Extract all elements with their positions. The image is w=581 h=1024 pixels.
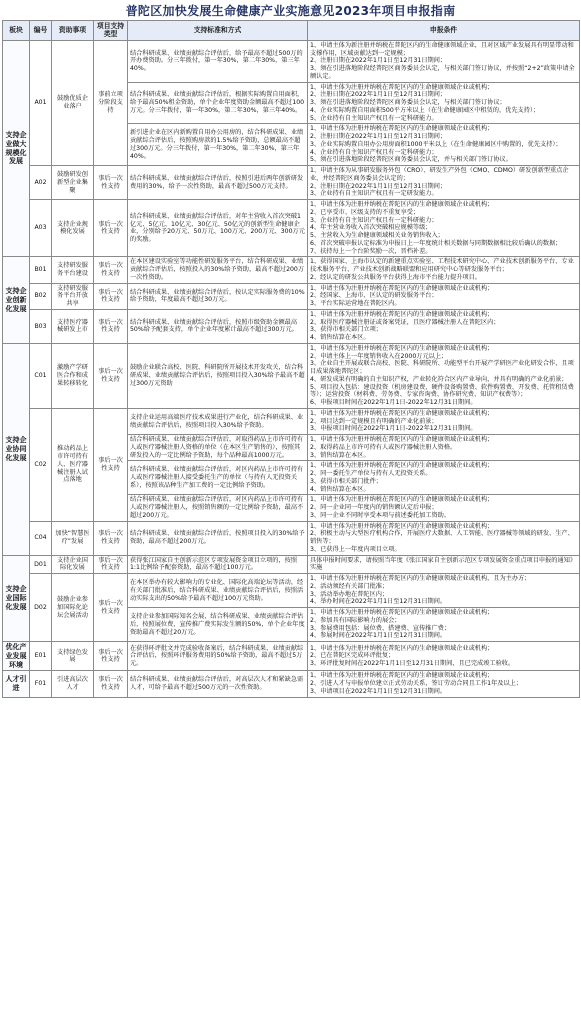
code-cell: A02 bbox=[30, 166, 52, 200]
table-row bbox=[3, 574, 580, 608]
condition-line: 2、注册日期在2022年1月1日至12月31日期间； bbox=[310, 91, 447, 99]
condition-line: 1、申请主体为注册并纳税在普陀区内的生命健康领域企业或机构； bbox=[310, 284, 494, 292]
conditions-cell bbox=[308, 521, 580, 555]
type-cell: 事后一次性支持 bbox=[94, 574, 128, 642]
code-cell: C01 bbox=[30, 343, 52, 408]
type-cell: 事后一次性支持 bbox=[94, 555, 128, 574]
condition-line: 2、已享受市、区级支持的不重复享受； bbox=[310, 208, 420, 216]
condition-line: 2、取得药品上市许可持有人或医疗器械注册人资格。 bbox=[310, 443, 457, 451]
table-row bbox=[3, 555, 580, 574]
conditions-cell bbox=[308, 608, 580, 642]
page-title: 普陀区加快发展生命健康产业实施意见2023年项目申报指南 bbox=[125, 4, 456, 18]
condition-line: 1、申请主体为注册并纳税在普陀区内的生命健康领域企业或机构； bbox=[310, 409, 494, 417]
standard-cell: 支持企业运用高端医疗技术成果进行产业化，结合科研成果、业绩贡献综合评估后，按照项目投入30%给予资助。 bbox=[128, 408, 308, 434]
conditions-cell bbox=[308, 408, 580, 434]
condition-line: 3、企业持有自主知识产权且有一定研发能力。 bbox=[310, 190, 438, 198]
condition-line: 4、企业实际购置自用面积500平方米以上（在生命健康园区中租赁的，优先支持）； bbox=[310, 106, 540, 114]
table-row bbox=[3, 671, 580, 697]
standard-cell: 结合科研成果、业绩贡献综合评估后，根据实际购置自用面积，给予最高50%租金资助，单个企业年度资助金额最高不超过100万元。分三年拨付，第一年30%，第二年30%，第三年40%。 bbox=[128, 82, 308, 124]
standard-cell: 结合科研成果、业绩贡献综合评估后，给予最高不超过500万的开办费资助。分三年拨付，第一年30%，第二年30%，第三年40%。 bbox=[128, 40, 308, 82]
condition-line: 2、同一企业同一年度内的销售额认定后申报； bbox=[310, 504, 438, 512]
type-cell: 事后一次性支持 bbox=[94, 166, 128, 200]
item-cell: 支持研发服务平台开放共享 bbox=[52, 283, 94, 309]
condition-line: 1、申请主体为注册并纳税在普陀区内的生命健康领域企业或机构； bbox=[310, 644, 494, 652]
table-row bbox=[3, 408, 580, 434]
condition-line: 1、申请主体为注册并纳税在普陀区内的生命健康领域企业或机构，且为主办方； bbox=[310, 575, 531, 583]
item-cell: 推动药品上市许可持有人、医疗器械注册人试点落地 bbox=[52, 408, 94, 521]
conditions-cell bbox=[308, 642, 580, 671]
standard-cell: 结合科研成果、业绩贡献综合评估后，对取得药品上市许可持有人或医疗器械注册人资格的单位（在本区生产销售的），按照其研发投入的一定比例给予资助，每个品种最高1000万元。 bbox=[128, 435, 308, 461]
conditions-cell bbox=[308, 574, 580, 608]
condition-line: 3、企业实际购置自用办公用房面积1000平米以上（在生命健康园区中购置的，优先支持）； bbox=[310, 140, 562, 148]
conditions-cell bbox=[308, 200, 580, 257]
condition-line: 1、获得国家、上海市认定的新建重点实验室、工程技术研究中心、产业技术创新服务平台、专业技术服务平台、产业技术创新战略联盟和应用研究中心等研发服务平台； bbox=[310, 258, 574, 274]
table-row bbox=[3, 257, 580, 283]
condition-line: 1、申请主体为注册并纳税在普陀区内的生命健康领域企业或机构； bbox=[310, 522, 494, 530]
standard-cell: 新引进企业在区内新购置自用办公用房的，结合科研成果、业绩贡献综合评估后，按照购房款的1.5%给予资助，总额最高不超过300万元。分三年拨付，第一年30%，第二年30%，第三年40%。 bbox=[128, 124, 308, 166]
conditions-cell bbox=[308, 166, 580, 200]
type-cell: 事后一次性支持 bbox=[94, 521, 128, 555]
condition-line: 1、申请主体为注册并纳税在普陀区内的生命健康领域企业或机构； bbox=[310, 125, 494, 133]
condition-line: 2、引进人才与申报单位建立正式劳动关系，签订劳动合同且工作1年及以上； bbox=[310, 680, 523, 688]
condition-line: 2、积极主动与大型医疗机构合作，开展医疗大数据、人工智能、医疗器械等领域的研发、生产、销售等； bbox=[310, 530, 574, 546]
condition-line: 2、活动须经有关部门批准； bbox=[310, 582, 389, 590]
condition-line: 5、主营收入为生命健康领域相关业务销售收入； bbox=[310, 232, 444, 240]
type-cell: 事后一次性支持 bbox=[94, 283, 128, 309]
condition-line: 4、销售结算在本区。 bbox=[310, 334, 370, 342]
header-block: 板块 bbox=[3, 21, 30, 41]
code-cell: B01 bbox=[30, 257, 52, 283]
type-cell: 事后一次性支持 bbox=[94, 309, 128, 343]
standard-cell: 结合科研成果、业绩贡献综合评估后，按照引进后两年创新研发费用的30%，给予一次性资助，最高不超过500万元支持。 bbox=[128, 166, 308, 200]
header-type: 项目支持类型 bbox=[94, 21, 128, 41]
condition-line: 3、平台实际运营地在普陀区内。 bbox=[310, 300, 401, 308]
type-cell: 事后一次性支持 bbox=[94, 671, 128, 697]
table-row bbox=[3, 309, 580, 343]
conditions-cell bbox=[308, 309, 580, 343]
condition-line: 3、申请项目在2022年1月1日至12月31日期间。 bbox=[310, 687, 447, 695]
condition-line: 4、销售结算在本区。 bbox=[310, 485, 370, 493]
condition-line: 1、申请主体为注册并纳税在普陀区内的生命健康领域企业或机构； bbox=[310, 462, 494, 470]
header-standard: 支持标准和方式 bbox=[128, 21, 308, 41]
standard-cell: 获得张江国家自主创新示范区专项发展资金项目立项的，按照1:1比例给予配套资助，最高不超过100万元。 bbox=[128, 555, 308, 574]
standard-cell: 结合科研成果、业绩贡献综合评估后，对区内药品上市许可持有人或医疗器械注册人，按照销售额的一定比例给予资助，最高不超过200万元。 bbox=[128, 495, 308, 521]
condition-line: 2、参加具有国际影响力的展会； bbox=[310, 616, 401, 624]
table-row bbox=[3, 343, 580, 408]
condition-line: 2、同一委托生产单位与持有人无投资关系。 bbox=[310, 470, 432, 478]
code-cell: C04 bbox=[30, 521, 52, 555]
standard-cell: 在本区举办有较大影响力的专业化、国际化高端论坛等活动，经有关部门批准后，结合科研成果、业绩贡献综合评估后，按照活动实际支出的50%给予最高不超过100万元资助。 bbox=[128, 574, 308, 608]
conditions-cell bbox=[308, 671, 580, 697]
condition-line: 3、企业自主开展或联合高校、医院、科研院所、功能型平台开展产学研医产业化研发合作，且项目成果落地普陀区； bbox=[310, 360, 574, 376]
condition-line: 5、须在引进落地阶段经普陀区商务委员会认定，并与相关部门签订协议。 bbox=[310, 156, 512, 164]
item-cell: 鼓励企业参加国际化论坛会展活动 bbox=[52, 574, 94, 642]
header-code: 编号 bbox=[30, 21, 52, 41]
condition-line: 2、项目达到一定规模且有明确的产业化前景； bbox=[310, 417, 438, 425]
standard-cell: 在获得环评批文并完成验收备案后，结合科研成果、业绩贡献综合评估后，按照环评服务费用的50%给予资助，最高不超过5万元。 bbox=[128, 642, 308, 671]
item-cell: 支持企业国际化发展 bbox=[52, 555, 94, 574]
condition-line: 1、申请主体为新注册并纳税在普陀区内的生命健康领域企业，且对区域产业发展具有明显带动和支撑作用，区域贡献达到一定规模； bbox=[310, 41, 574, 57]
item-cell: 支持研发服务平台建设 bbox=[52, 257, 94, 283]
header-conditions: 申报条件 bbox=[308, 21, 580, 41]
conditions-cell bbox=[308, 435, 580, 461]
header-item: 资助事项 bbox=[52, 21, 94, 41]
condition-line: 2、已在普陀区完成环评批复； bbox=[310, 652, 395, 660]
condition-line: 2、申请主体上一年度销售收入在2000万元以上； bbox=[310, 352, 448, 360]
block-cell: 支持企业创新化发展 bbox=[3, 257, 30, 344]
item-cell: 鼓励优质企业落户 bbox=[52, 40, 94, 165]
condition-line: 4、研发成果有明确的自主知识产权，产业转化符合区内产业导向，并具有明确的产业化前景； bbox=[310, 375, 568, 383]
block-cell: 优化产业发展环境 bbox=[3, 642, 30, 671]
conditions-cell bbox=[308, 257, 580, 283]
condition-line: 2、取得医疗器械注册证或备案凭证，且医疗器械注册人在普陀区内； bbox=[310, 318, 500, 326]
condition-line: 1、申请主体为注册并纳税在普陀区内的生命健康领域企业或机构； bbox=[310, 436, 494, 444]
condition-line: 1、申请主体为注册并纳税在普陀区内的生命健康领域企业或机构； bbox=[310, 609, 494, 617]
guide-table bbox=[2, 20, 580, 698]
conditions-cell bbox=[308, 495, 580, 521]
standard-cell: 在本区建设实验室等功能性研发服务平台，结合科研成果、业绩贡献综合评估后，按照投入的30%给予资助，最高不超过200万一次性资助。 bbox=[128, 257, 308, 283]
conditions-cell bbox=[308, 40, 580, 82]
table-row bbox=[3, 40, 580, 82]
condition-line: 3、参展费用包括：展位费、搭建费、宣传推广费； bbox=[310, 624, 451, 632]
type-cell: 事后一次性支持 bbox=[94, 200, 128, 257]
block-cell: 支持企业做大规模化发展 bbox=[3, 40, 30, 257]
condition-line: 1、申请主体为注册并纳税在普陀区内的生命健康领域企业或机构； bbox=[310, 310, 494, 318]
conditions-cell bbox=[308, 461, 580, 495]
condition-line: 1、申请主体为注册并纳税在普陀区内的生命健康领域企业或机构； bbox=[310, 201, 494, 209]
condition-line: 3、环评批复时间在2022年1月1日至12月31日期间，且已完成竣工验收。 bbox=[310, 660, 515, 668]
standard-cell: 结合科研成果、业绩贡献综合评估后，对高层次人才和紧缺急需人才，可给予最高不超过500万元的一次性资助。 bbox=[128, 671, 308, 697]
condition-line: 3、获得市相关部门批件； bbox=[310, 477, 382, 485]
table-header-row bbox=[3, 21, 580, 41]
table-row bbox=[3, 166, 580, 200]
type-cell: 事后一次性支持 bbox=[94, 642, 128, 671]
condition-line: 2、注册日期在2022年1月1日至12月31日期间； bbox=[310, 133, 447, 141]
item-cell: 引进高层次人才 bbox=[52, 671, 94, 697]
item-cell: 支持医疗器械研发上市 bbox=[52, 309, 94, 343]
standard-cell: 结合科研成果、业绩贡献综合评估后，按照市级资助金额最高50%给予配套支持，单个企业年度累计最高不超过300万元。 bbox=[128, 309, 308, 343]
type-cell: 事前立项分阶段支持 bbox=[94, 40, 128, 165]
condition-line: 5、项目投入包括：建设投资（机房建设费、硬件设备购置费、软件购置费、开发费、托管租赁费等）；运营投资（材料费、劳务费、专家咨询费、协作研究费、知识产权费等）； bbox=[310, 383, 574, 399]
item-cell: 支持绿色发展 bbox=[52, 642, 94, 671]
table-row bbox=[3, 521, 580, 555]
item-cell: 激励产学研医合作和成果转移转化 bbox=[52, 343, 94, 408]
condition-line: 4、企业持有自主知识产权且有一定科研能力； bbox=[310, 148, 438, 156]
condition-line: 7、扶持每上一个台阶奖励一次，晋档补差。 bbox=[310, 247, 432, 255]
standard-cell: 结合科研成果、业绩贡献综合评估后，按认定实际服务费的10%给予资助，年度最高不超过30万元。 bbox=[128, 283, 308, 309]
type-cell: 事后一次性支持 bbox=[94, 257, 128, 283]
condition-line: 1、申请主体为从事研发服务外包（CRO）、研发生产外包（CMO、CDMO）研发创新型重点企业，并经普陀区商务委员会认定的； bbox=[310, 167, 569, 182]
condition-line: 3、须在引进落地阶段经普陀区商务委员会认定，与相关部门签订协议，并按照“2+2”政策申请全额认定。 bbox=[310, 65, 575, 80]
condition-line: 4、年主营业务收入首次突破相应规模等级； bbox=[310, 224, 432, 232]
item-cell: 支持企业规模化发展 bbox=[52, 200, 94, 257]
condition-line: 3、销售结算在本区。 bbox=[310, 451, 370, 459]
table-row bbox=[3, 200, 580, 257]
standard-cell: 结合科研成果、业绩贡献综合评估后，对年主营收入首次突破1亿元、5亿元、10亿元、30亿元、50亿元的创新型生命健康企业，分别给予20万元、50万元、100万元、200万元、300万元的奖励。 bbox=[128, 200, 308, 257]
standard-cell: 结合科研成果、业绩贡献综合评估后，按照项目投入的30%给予资助，最高不超过200万元。 bbox=[128, 521, 308, 555]
table-body bbox=[3, 40, 580, 697]
conditions-cell bbox=[308, 124, 580, 166]
code-cell: C02 bbox=[30, 408, 52, 521]
condition-line: 5、企业持有自主知识产权且有一定科研能力。 bbox=[310, 114, 438, 122]
standard-cell: 结合科研成果、业绩贡献综合评估后，对区内药品上市许可持有人或医疗器械注册人接受委托生产的单位（与持有人无投资关系），按照该品种生产加工费的一定比例给予资助。 bbox=[128, 461, 308, 495]
type-cell: 事后一次性支持 bbox=[94, 343, 128, 408]
condition-line: 1、申请主体为注册并纳税在普陀区内的生命健康领域企业或机构； bbox=[310, 83, 494, 91]
conditions-cell bbox=[308, 82, 580, 124]
table-row bbox=[3, 283, 580, 309]
standard-cell: 鼓励企业联合高校、医院、科研院所开展技术开发攻关，结合科研成果、业绩贡献综合评估后，按照项目投入30%给予最高不超过300万元资助 bbox=[128, 343, 308, 408]
condition-line: 1、申请主体为注册并纳税在普陀区内的生命健康领域企业或机构； bbox=[310, 672, 494, 680]
conditions-cell bbox=[308, 555, 580, 574]
condition-line: 1、申请主体为注册并纳税在普陀区内的生命健康领域企业或机构； bbox=[310, 496, 494, 504]
block-cell: 人才引进 bbox=[3, 671, 30, 697]
code-cell: D01 bbox=[30, 555, 52, 574]
condition-line: 3、企业持有自主知识产权且有一定科研能力； bbox=[310, 216, 438, 224]
standard-cell: 支持企业参加国际知名会展，结合科研成果、业绩贡献综合评估后，按照展位费、宣传推广费实际发生额的50%，单个企业年度资助最高不超过20万元。 bbox=[128, 608, 308, 642]
conditions-cell bbox=[308, 283, 580, 309]
table-row bbox=[3, 642, 580, 671]
code-cell: D02 bbox=[30, 574, 52, 642]
conditions-cell bbox=[308, 343, 580, 408]
code-cell: B02 bbox=[30, 283, 52, 309]
condition-line: 3、须在引进落地阶段经普陀区商务委员会认定，与相关部门签订协议； bbox=[310, 99, 506, 107]
condition-line: 6、申报项目时间在2022年1月1日-2022年12月31日期间。 bbox=[310, 399, 477, 407]
code-cell: B03 bbox=[30, 309, 52, 343]
condition-line: 2、经认定的研发公共服务平台获得上海市平台能力提升项目。 bbox=[310, 273, 481, 281]
item-cell: 鼓励研发创新型企业集聚 bbox=[52, 166, 94, 200]
code-cell: A01 bbox=[30, 40, 52, 165]
condition-line: 1、申请主体为注册并纳税在普陀区内的生命健康领域企业或机构； bbox=[310, 344, 494, 352]
condition-line: 4、参展时间在2022年1月1日至12月31日期间。 bbox=[310, 632, 447, 640]
condition-line: 3、已获得上一年度内项目立项。 bbox=[310, 545, 401, 553]
condition-line: 3、申报项目时间在2022年1月1日-2022年12月31日期间。 bbox=[310, 425, 477, 433]
item-cell: 加快“智慧医疗”发展 bbox=[52, 521, 94, 555]
block-cell: 支持企业协同化发展 bbox=[3, 343, 30, 555]
condition-line: 3、获得市相关部门立项； bbox=[310, 326, 382, 334]
type-cell: 事后一次性支持 bbox=[94, 408, 128, 521]
condition-line: 2、经国家、上海市、区认定的研发服务平台； bbox=[310, 292, 438, 300]
code-cell: F01 bbox=[30, 671, 52, 697]
condition-line: 6、首次突破申报认定标准为申报日上一年度统计相关数据与同期数据相比较后确认的数据； bbox=[310, 239, 562, 247]
condition-line: 3、同一企业不同时享受本项与前述委托加工资助。 bbox=[310, 511, 451, 519]
condition-line: 3、活动举办地在普陀区内； bbox=[310, 590, 389, 598]
condition-line: 4、举办时间在2022年1月1日至12月31日期间。 bbox=[310, 598, 447, 606]
condition-line: 2、注册日期在2022年1月1日至12月31日期间； bbox=[310, 182, 447, 190]
block-cell: 支持企业国际化发展 bbox=[3, 555, 30, 642]
condition-line: 2、注册日期在2022年1月1日至12月31日期间； bbox=[310, 57, 447, 65]
code-cell: A03 bbox=[30, 200, 52, 257]
code-cell: E01 bbox=[30, 642, 52, 671]
condition-line: 具体申报时间要求，请按照当年度《张江国家自主创新示范区专项发展资金重点项目申报的通知》实施 bbox=[310, 556, 577, 572]
